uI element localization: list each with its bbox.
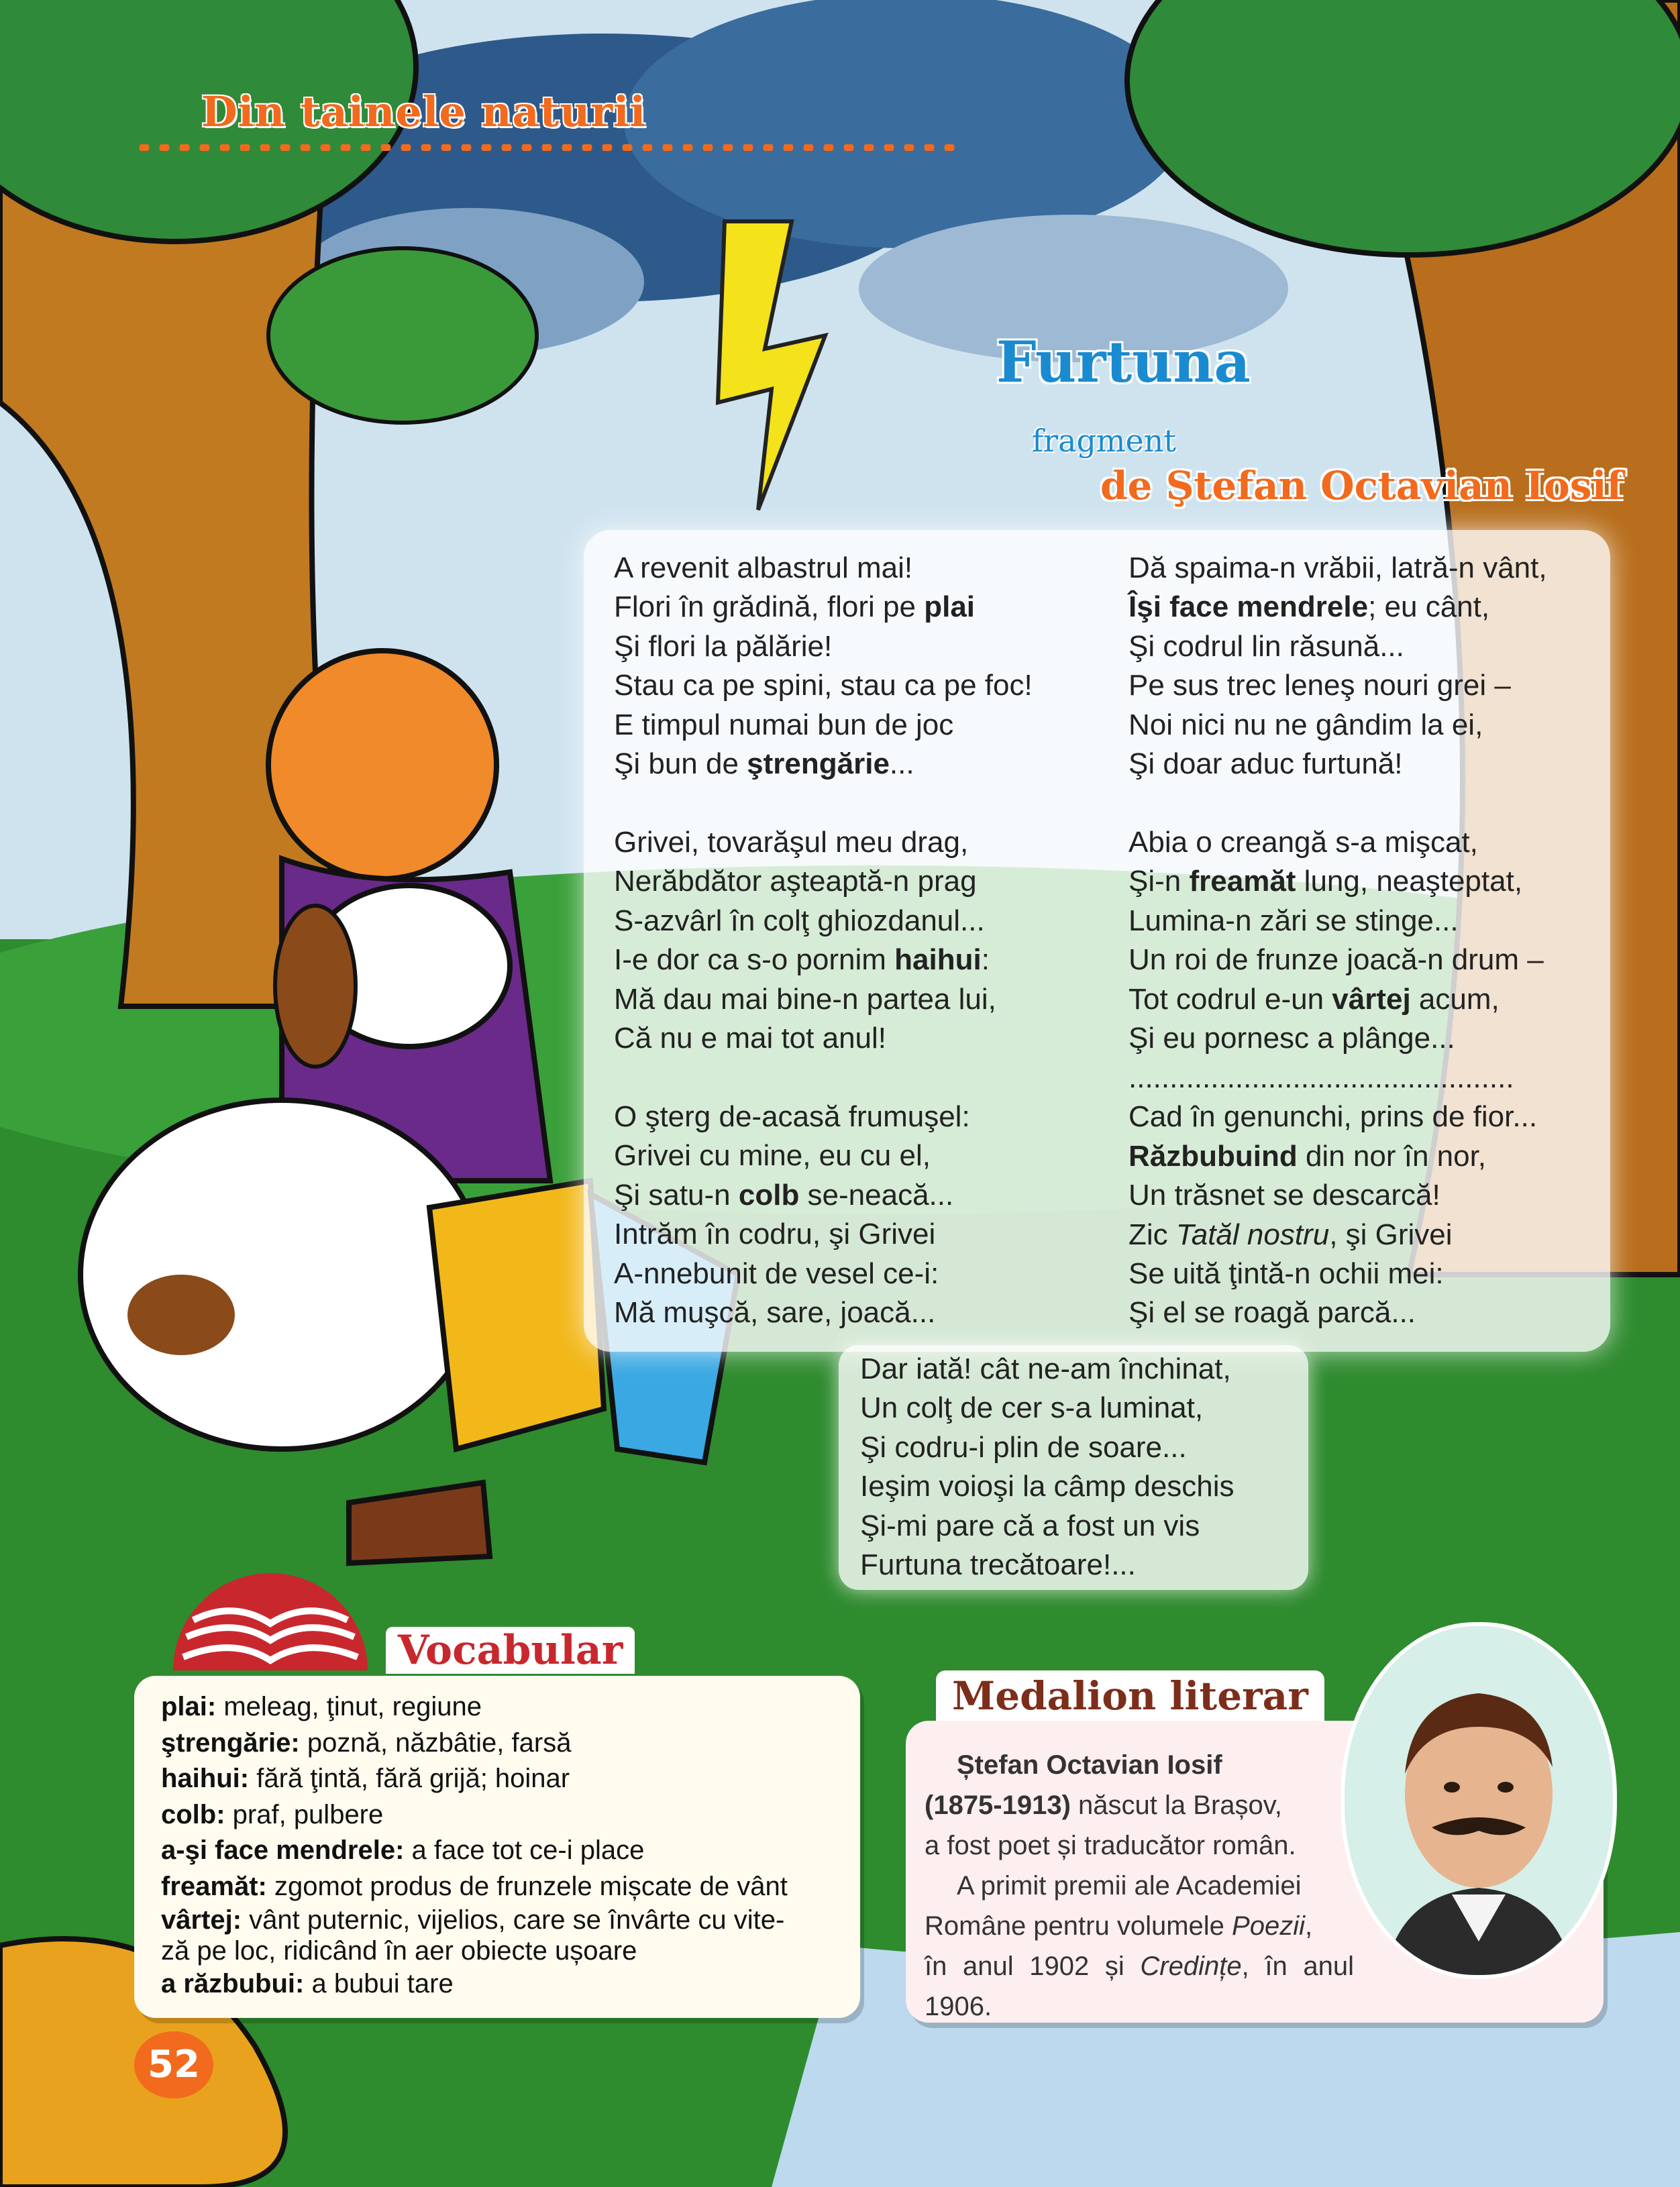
vocabulary-title: Vocabular xyxy=(386,1627,635,1674)
vocab-entry: freamăt: zgomot produs de frunzele mișcate de vânt xyxy=(161,1871,788,1901)
vocab-entry: vârtej: vânt puternic, vijelios, care se învârte cu vite- xyxy=(161,1905,785,1935)
poem-line: Şi-n freamăt lung, neaşteptat, xyxy=(1128,865,1523,898)
vocab-entry: haihui: fără ţintă, fără grijă; hoinar xyxy=(161,1764,570,1793)
medalion-text xyxy=(925,1745,1354,2027)
poem-line: Şi doar aduc furtună! xyxy=(1128,747,1403,780)
poem-line: E timpul numai bun de joc xyxy=(614,708,954,741)
poem-line: A-nnebunit de vesel ce-i: xyxy=(614,1257,939,1290)
vocab-entry: colb: praf, pulbere xyxy=(161,1799,384,1829)
poem-line: Grivei cu mine, eu cu el, xyxy=(614,1139,931,1173)
medalion-title: Medalion literar xyxy=(936,1670,1324,1721)
poem-line: Îşi face mendrele; eu cânt, xyxy=(1128,590,1490,624)
poem-line: Şi el se roagă parcă... xyxy=(1128,1296,1416,1330)
poem-line: Pe sus trec leneş nouri grei – xyxy=(1128,669,1511,702)
stanza-4 xyxy=(1128,549,1547,784)
vocab-entry: a-şi face mendrele: a face tot ce-i place xyxy=(161,1835,645,1865)
stanza-2 xyxy=(614,823,996,1058)
vocab-entry: plai: meleag, ţinut, regiune xyxy=(161,1692,482,1721)
poem-line: Nerăbdător aşteaptă-n prag xyxy=(614,865,977,898)
poem-line: Un colţ de cer s-a luminat, xyxy=(860,1391,1204,1425)
poem-line: Zic Tatăl nostru, şi Grivei xyxy=(1128,1218,1453,1251)
poem-line: Că nu e mai tot anul! xyxy=(614,1021,887,1055)
poem-line: Şi satu-n colb se-neacă... xyxy=(614,1178,954,1212)
poem-line: Şi eu pornesc a plânge... xyxy=(1128,1021,1455,1055)
poem-line: Ieşim voioşi la câmp deschis xyxy=(860,1470,1235,1503)
poem-line: Cad în genunchi, prins de fior... xyxy=(1128,1100,1538,1134)
dotted-divider xyxy=(134,144,959,151)
poem-line: Lumina-n zări se stinge... xyxy=(1128,904,1459,937)
poem-line: Şi bun de ştrengărie... xyxy=(614,747,914,780)
section-header: Din tainele naturii xyxy=(201,87,647,136)
stanza-3 xyxy=(614,1098,970,1332)
poem-line: O şterg de-acasă frumuşel: xyxy=(614,1100,970,1133)
ellipsis-line: ............................................... xyxy=(1128,1061,1514,1094)
poem-line: Dă spaima-n vrăbii, latră-n vânt, xyxy=(1128,551,1547,584)
poem-title: Furtuna xyxy=(996,329,1251,395)
poem-line: Flori în grădină, flori pe plai xyxy=(614,590,976,624)
medalion-line: A primit premii ale Academiei xyxy=(957,1871,1302,1901)
poem-line: Abia o creangă s-a mişcat, xyxy=(1128,826,1478,859)
vocabulary-list xyxy=(161,1689,788,2003)
medalion-line: în anul 1902 și Credințe, în anul xyxy=(925,1952,1355,1981)
medalion-line: Române pentru volumele Poezii, xyxy=(925,1911,1313,1941)
poem-line: Un roi de frunze joacă-n drum – xyxy=(1128,943,1544,977)
poem-line: Furtuna trecătoare!... xyxy=(860,1548,1136,1581)
medalion-line: (1875-1913) născut la Brașov, xyxy=(925,1791,1282,1820)
poem-author: de Ştefan Octavian Iosif xyxy=(1100,463,1624,509)
poem-line: Răzbubuind din nor în nor, xyxy=(1128,1139,1487,1173)
poem-line: Intrăm în codru, şi Grivei xyxy=(614,1218,936,1251)
vocab-entry-continuation: ză pe loc, ridicând în aer obiecte ușoare xyxy=(161,1936,637,1966)
poem-subtitle: fragment xyxy=(1032,423,1176,459)
poem-line: Grivei, tovarăşul meu drag, xyxy=(614,826,969,859)
medalion-line: Ștefan Octavian Iosif xyxy=(957,1750,1222,1780)
author-portrait xyxy=(1341,1622,1617,1979)
stanza-6 xyxy=(1128,1059,1537,1333)
vocab-entry: ştrengărie: poznă, năzbâtie, farsă xyxy=(161,1727,572,1758)
medalion-line: 1906. xyxy=(925,1992,992,2021)
poem-line: I-e dor ca s-o pornim haihui: xyxy=(614,943,990,977)
poem-line: A revenit albastrul mai! xyxy=(614,551,913,584)
poem-line: Se uită ţintă-n ochii mei: xyxy=(1128,1257,1444,1290)
vocab-entry: a răzbubui: a bubui tare xyxy=(161,1969,454,1998)
poem-line: Şi-mi pare că a fost un vis xyxy=(860,1509,1200,1542)
poem-line: S-azvârl în colţ ghiozdanul... xyxy=(614,904,985,937)
poem-line: Noi nici nu ne gândim la ei, xyxy=(1128,708,1483,741)
poem-line: Dar iată! cât ne-am închinat, xyxy=(860,1352,1231,1385)
stanza-5 xyxy=(1128,823,1544,1058)
stanza-1 xyxy=(614,549,1033,784)
stanza-7 xyxy=(860,1350,1235,1585)
page-number: 52 xyxy=(134,2031,213,2098)
poem-line: Mă muşcă, sare, joacă... xyxy=(614,1295,936,1329)
poem-line: Mă dau mai bine-n partea lui, xyxy=(614,982,996,1016)
poem-line: Stau ca pe spini, stau ca pe foc! xyxy=(614,669,1033,702)
poem-line: Şi codru-i plin de soare... xyxy=(860,1430,1187,1464)
medalion-line: a fost poet și traducător român. xyxy=(925,1831,1296,1860)
poem-line: Şi flori la pălărie! xyxy=(614,629,833,663)
poem-line: Un trăsnet se descarcă! xyxy=(1128,1179,1440,1212)
vocabulary-box xyxy=(134,1676,860,2018)
poem-line: Şi codrul lin răsună... xyxy=(1128,629,1404,663)
poem-line: Tot codrul e-un vârtej acum, xyxy=(1128,982,1500,1016)
